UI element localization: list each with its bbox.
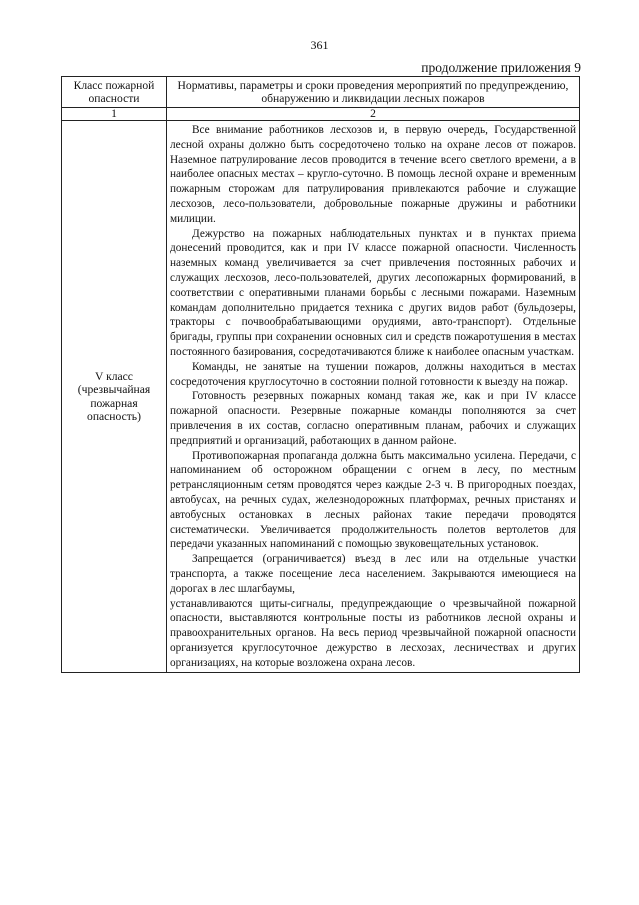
paragraph-entry-ban: Запрещается (ограничивается) въезд в лес или на отдельные участки транспорта, а также посещение леса населением. Закрываются имеющиеся на дорогах в лес шлагбаумы,: [170, 553, 576, 595]
measures-cell: [167, 121, 580, 673]
page-number: 361: [310, 38, 329, 52]
fire-hazard-table: [61, 76, 580, 673]
paragraph-staff-focus: Все внимание работников лесхозов и, в первую очередь, Государственной лесной охраны должно быть сосредоточено только на охране лесов от пожаров. Наземное патрулирование лесов проводится в течение всего светлого времени, а в наиболее опасных местах – кругло-суточно. В помощь лесной охране и временным пожарным сторожам для патрулирования привлекаются рабочие и служащие лесхозов, лесо-пользователи, добровольные пожарные дружины и работники милиции.: [170, 124, 576, 225]
paragraph-idle-teams: Команды, не занятые на тушении пожаров, должны находиться в местах сосредоточения круглосуточно в состоянии полной готовности к выезду на пожар.: [170, 360, 576, 388]
header-hazard-class: Класс пожарной опасности: [62, 77, 167, 108]
paragraph-signs-and-posts: устанавливаются щиты-сигналы, предупреждающие о чрезвычайной пожарной опасности, выставляются контрольные посты из работников лесной охраны и правоохранительных органов. На весь период чрезвычайной пожарной опасности организуется круглосуточное дежурство в лесхозах, лесничествах и других организациях, на которые возложена охрана лесов.: [170, 597, 576, 669]
appendix-continuation-note: продолжение приложения 9: [421, 60, 581, 75]
paragraph-duty-posts: Дежурство на пожарных наблюдательных пунктах и в пунктах приема донесений проводится, как и при IV классе пожарной опасности. Численность наземных команд увеличивается за счет привлечения постоянных рабочих и служащих лесхозов, лесо-пользователей, других лесопожарных формирований, в соответствии с оперативными планами борьбы с лесными пожарами. Наземным командам дополнительно придается техника с других видов работ (бульдозеры, тракторы с почвообрабатывающими орудиями, авто-транспорт). Отдельные бригады, группы при сохранении основных сил и средств пожаротушения в местах постоянного базирования, сосредотачиваются ближе к наиболее опасным участкам.: [170, 227, 576, 358]
header-standards: Нормативы, параметры и сроки проведения мероприятий по предупреждению, обнаружению и ликвидации лесных пожаров: [167, 77, 580, 108]
hazard-class-cell: V класс (чрезвычайная пожарная опасность): [62, 121, 167, 673]
paragraph-reserve-teams: Готовность резервных пожарных команд такая же, как и при IV классе пожарной опасности. Резервные пожарные команды пополняются за счет привлечения в их состав, согласно оперативным планам, рабочих и служащих предприятий и организаций, работающих в данном районе.: [170, 390, 576, 447]
column-number-2: 2: [167, 108, 580, 121]
column-number-row: [62, 108, 580, 121]
table-header-row: [62, 77, 580, 108]
column-number-1: 1: [62, 108, 167, 121]
paragraph-propaganda: Противопожарная пропаганда должна быть максимально усилена. Передачи, с напоминанием об осторожном обращении с огнем в лесу, по местным ретрансляционным сетям проводятся через каждые 2-3 ч. В пригородных поездах, автобусах, на речных судах, железнодорожных платформах, речных пристанях и автобусных остановках в лесных районах такие передачи проводятся систематически. Увеличивается продолжительность полетов вертолетов для передачи указанных напоминаний с помощью звуковещательных установок.: [170, 449, 576, 551]
table-row: [62, 121, 580, 673]
